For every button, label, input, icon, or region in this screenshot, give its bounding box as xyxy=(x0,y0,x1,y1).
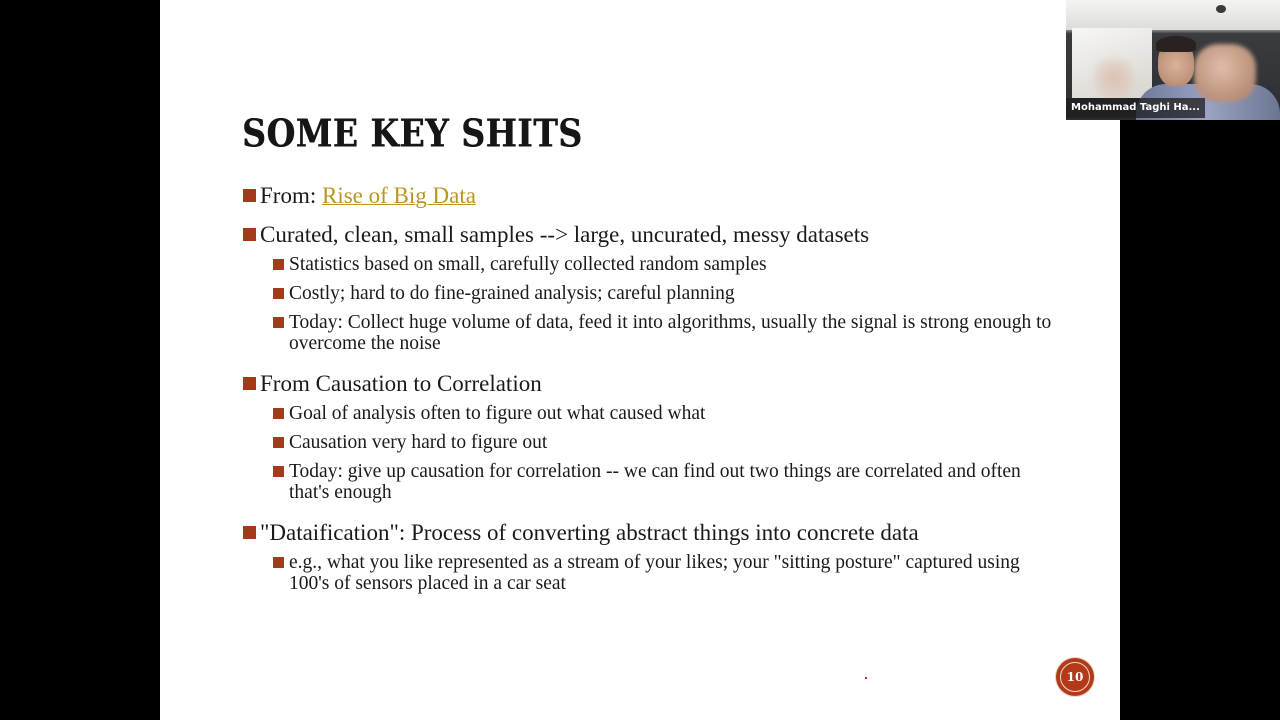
square-bullet-icon xyxy=(273,288,284,299)
participant-hand xyxy=(1194,44,1256,102)
sub-bullet-text: Today: give up causation for correlation -- we can find out two things are correlated and often that's enough xyxy=(289,461,1021,503)
bullet-list xyxy=(242,184,1062,594)
bullet-text: "Dataification": Process of converting abstract things into concrete data xyxy=(260,520,919,545)
slide-number: 10 xyxy=(1066,670,1084,684)
video-background xyxy=(1066,0,1280,30)
participant-name-label: Mohammad Taghi Ha... xyxy=(1066,98,1205,118)
square-bullet-icon xyxy=(273,466,284,477)
square-bullet-icon xyxy=(273,437,284,448)
bullet-curated-to-messy xyxy=(242,223,1062,246)
slide-number-badge xyxy=(1056,658,1094,696)
square-bullet-icon xyxy=(273,259,284,270)
rise-of-big-data-link[interactable]: Rise of Big Data xyxy=(321,183,476,208)
sub-bullet xyxy=(242,461,1062,503)
sub-bullet xyxy=(242,254,1062,275)
square-bullet-icon xyxy=(273,408,284,419)
bullet-prefix: From: xyxy=(260,183,322,208)
sub-bullet xyxy=(242,312,1062,354)
video-hand-blur xyxy=(1094,58,1134,98)
sub-bullet xyxy=(242,432,1062,453)
sub-bullet-text: Goal of analysis often to figure out what caused what xyxy=(289,403,706,424)
participant-hair xyxy=(1156,36,1196,52)
sub-bullet xyxy=(242,403,1062,424)
square-bullet-icon xyxy=(243,228,256,241)
slide-title: SOME KEY SHITS xyxy=(242,111,583,156)
presentation-slide xyxy=(160,0,1120,720)
square-bullet-icon xyxy=(243,526,256,539)
bullet-dataification xyxy=(242,521,1062,544)
sub-bullet-text: Today: Collect huge volume of data, feed it into algorithms, usually the signal is strong enough to overcome the noise xyxy=(289,312,1052,354)
bullet-causation-to-correlation xyxy=(242,372,1062,395)
sub-bullet-text: Causation very hard to figure out xyxy=(289,432,548,453)
sub-bullet-text: Costly; hard to do fine-grained analysis; careful planning xyxy=(289,283,735,304)
ceiling-fixture xyxy=(1216,5,1226,13)
bullet-from-source xyxy=(242,184,1062,207)
square-bullet-icon xyxy=(273,317,284,328)
laser-pointer-dot xyxy=(865,677,867,679)
sub-bullet-text: e.g., what you like represented as a stream of your likes; your "sitting posture" captured using 100's of sensors placed in a car seat xyxy=(289,552,1020,594)
bullet-text: Curated, clean, small samples --> large, uncurated, messy datasets xyxy=(260,222,870,247)
square-bullet-icon xyxy=(273,557,284,568)
square-bullet-icon xyxy=(243,377,256,390)
sub-bullet xyxy=(242,552,1062,594)
square-bullet-icon xyxy=(243,189,256,202)
sub-bullet xyxy=(242,283,1062,304)
bullet-text: From Causation to Correlation xyxy=(260,371,542,396)
sub-bullet-text: Statistics based on small, carefully collected random samples xyxy=(289,254,767,275)
participant-video-tile[interactable] xyxy=(1066,0,1280,120)
